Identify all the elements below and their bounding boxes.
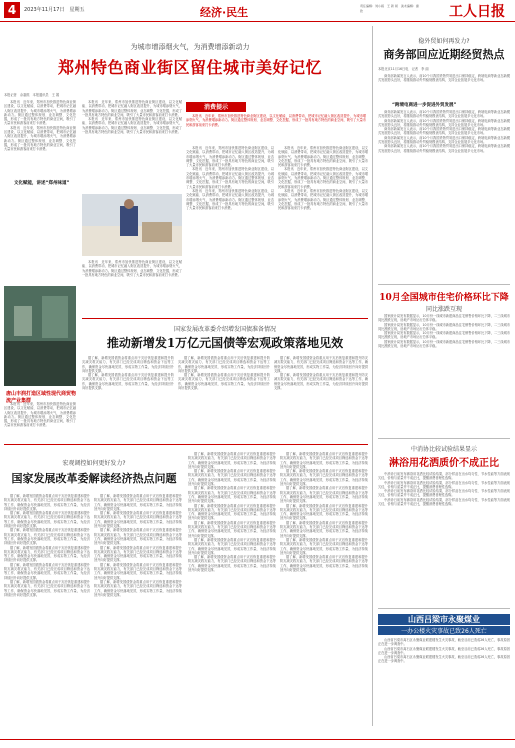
column-divider [372,26,373,726]
article-text: 本报讯 近年来，郑州市加快推进特色商业街区建设，以文化赋能、以消费带动，把城市记忆融入街区改造提升，为城市增添烟火气，为消费增添新动力。街区通过整体规划、业态调整、文化挖掘，形成了一批具有地方特色的商业空间，吸引了大量市民和游客前来打卡消费。 [82,117,182,135]
center-kicker: 国家发展改革委介绍增发国债准备情况 [173,326,276,333]
right-top-subhead: “跨境电商进一步促进外贸发展” [392,103,457,108]
story-divider [82,318,368,319]
lead-kicker: 为城市增添烟火气，为消费增添新动力 [130,43,250,51]
article-text: 本报讯 近年来，郑州市加快推进特色商业街区建设，以文化赋能、以消费带动，把城市记忆融入街区改造提升，为城市增添烟火气，为消费增添新动力。街区通过整体规划、业态调整、文化挖掘，形成了一批具有地方特色的商业空间，吸引了大量市民和游客前来打卡消费。 [186,114,366,127]
article-text: 商务部新闻发言人表示，前10个月我国货物贸易进出口保持稳定，跨境电商等新业态新模式发展势头良好，将继续推动外贸稳规模优结构，支持企业拓展多元化市场。 [378,74,510,83]
newspaper-logo: 工人日报 [449,4,505,20]
article-text: 据了解，新增发国债资金将重点用于灾后恢复重建和提升防灾减灾救灾能力，有关部门已经完成项目筛选和资金下达等工作，确保资金尽快落地见效，形成实物工作量，为经济持续回升向好提供支撑。 [178,356,270,373]
story-divider [4,444,368,445]
article-text: 本报讯 近年来，郑州市加快推进特色商业街区建设，以文化赋能、以消费带动，把城市记忆融入街区改造提升，为城市增添烟火气，为消费增添新动力。街区通过整体规划、业态调整、文化挖掘，形成了一批具有地方特色的商业空间，吸引了大量市民和游客前来打卡消费。 [4,125,76,152]
bottom-text-col-3 [188,452,276,734]
article-text: 据了解，新增发国债资金将重点用于灾后恢复重建和提升防灾减灾救灾能力，有关部门已经完成项目筛选和资金下达等工作，确保资金尽快落地见效，形成实物工作量，为经济持续回升向好提供支撑。 [280,503,368,521]
article-text: 国家统计局发布数据显示，10月份一线城市新建商品住宅销售价格环比下降，二三线城市同比涨跌互现，房地产市场运行总体平稳。 [378,314,510,323]
lead-photo-center [82,194,182,256]
tip-box-text [186,114,366,142]
article-text: 国家统计局发布数据显示，10月份一线城市新建商品住宅销售价格环比下降，二三线城市同比涨跌互现，房地产市场运行总体平稳。 [378,339,510,349]
article-text: 国家统计局发布数据显示，10月份一线城市新建商品住宅销售价格环比下降，二三线城市同比涨跌互现，房地产市场运行总体平稳。 [378,322,510,331]
lead-article-col-2b [82,260,182,316]
right-low-headline: 淋浴用花洒质价不成正比 [389,458,499,469]
article-text: 据了解，新增发国债资金将重点用于灾后恢复重建和提升防灾减灾救灾能力，有关部门已经完成项目筛选和资金下达等工作，确保资金尽快落地见效，形成实物工作量，为经济持续回升向好提供支撑。 [188,469,276,487]
article-text: 据了解，新增发国债资金将重点用于灾后恢复重建和提升防灾减灾救灾能力，有关部门已经完成项目筛选和资金下达等工作，确保资金尽快落地见效，形成实物工作量，为经济持续回升向好提供支撑。 [188,503,276,521]
article-text: 据了解，新增发国债资金将重点用于灾后恢复重建和提升防灾减灾救灾能力，有关部门已经完成项目筛选和资金下达等工作，确保资金尽快落地见效，形成实物工作量，为经济持续回升向好提供支撑。 [188,555,276,573]
article-text: 据了解，新增发国债资金将重点用于灾后恢复重建和提升防灾减灾救灾能力，有关部门已经完成项目筛选和资金下达等工作，确保资金尽快落地见效，形成实物工作量，为经济持续回升向好提供支撑。 [94,579,182,597]
article-text: 商务部新闻发言人表示，前10个月我国货物贸易进出口保持稳定，跨境电商等新业态新模式发展势头良好，将继续推动外贸稳规模优结构，支持企业拓展多元化市场。 [378,127,510,136]
article-text: 据了解，新增发国债资金将重点用于灾后恢复重建和提升防灾减灾救灾能力，有关部门已经完成项目筛选和资金下达等工作，确保资金尽快落地见效，形成实物工作量，为经济持续回升向好提供支撑。 [4,528,90,546]
article-text: 中消协日前发布淋浴用花洒比较试验结果，部分样品在出水均匀性、节水性能等方面表现欠佳，价格与质量并不成正比，提醒消费者理性选购。 [378,472,510,481]
article-text: 商务部新闻发言人表示，前10个月我国货物贸易进出口保持稳定，跨境电商等新业态新模式发展势头良好，将继续推动外贸稳规模优结构，支持企业拓展多元化市场。 [378,110,510,119]
article-text: 据了解，新增发国债资金将重点用于灾后恢复重建和提升防灾减灾救灾能力，有关部门已经完成项目筛选和资金下达等工作，确保资金尽快落地见效，形成实物工作量，为经济持续回升向好提供支撑。 [94,494,182,511]
article-text: 据了解，新增发国债资金将重点用于灾后恢复重建和提升防灾减灾救灾能力，有关部门已经完成项目筛选和资金下达等工作，确保资金尽快落地见效，形成实物工作量，为经济持续回升向好提供支撑。 [82,373,174,391]
article-text: 据了解，新增发国债资金将重点用于灾后恢复重建和提升防灾减灾救灾能力，有关部门已经完成项目筛选和资金下达等工作，确保资金尽快落地见效，形成实物工作量，为经济持续回升向好提供支撑。 [94,528,182,546]
article-text: 据了解，新增发国债资金将重点用于灾后恢复重建和提升防灾减灾救灾能力，有关部门已经完成项目筛选和资金下达等工作，确保资金尽快落地见效，形成实物工作量，为经济持续回升向好提供支撑。 [274,356,368,373]
article-text: 据了解，新增发国债资金将重点用于灾后恢复重建和提升防灾减灾救灾能力，有关部门已经完成项目筛选和资金下达等工作，确保资金尽快落地见效，形成实物工作量，为经济持续回升向好提供支撑。 [4,579,90,597]
article-text: 据了解，新增发国债资金将重点用于灾后恢复重建和提升防灾减灾救灾能力，有关部门已经完成项目筛选和资金下达等工作，确保资金尽快落地见效，形成实物工作量，为经济持续回升向好提供支撑。 [280,555,368,573]
article-text: 据了解，新增发国债资金将重点用于灾后恢复重建和提升防灾减灾救灾能力，有关部门已经完成项目筛选和资金下达等工作，确保资金尽快落地见效，形成实物工作量，为经济持续回升向好提供支撑。 [82,356,174,373]
article-text: 据了解，新增发国债资金将重点用于灾后恢复重建和提升防灾减灾救灾能力，有关部门已经完成项目筛选和资金下达等工作，确保资金尽快落地见效，形成实物工作量，为经济持续回升向好提供支撑。 [280,486,368,504]
right-top-kicker: 稳外贸如何再发力? [418,38,470,45]
right-bottom-headline: 山西吕梁市永聚煤业 [378,614,510,625]
right-top-headline: 商务部回应近期经贸热点 [383,48,505,61]
article-text: 据了解，新增发国债资金将重点用于灾后恢复重建和提升防灾减灾救灾能力，有关部门已经完成项目筛选和资金下达等工作，确保资金尽快落地见效，形成实物工作量，为经济持续回升向好提供支撑。 [4,545,90,563]
article-text: 商务部新闻发言人表示，前10个月我国货物贸易进出口保持稳定，跨境电商等新业态新模式发展势头良好，将继续推动外贸稳规模优结构，支持企业拓展多元化市场。 [378,135,510,145]
article-text: 商务部新闻发言人表示，前10个月我国货物贸易进出口保持稳定，跨境电商等新业态新模式发展势头良好，将继续推动外贸稳规模优结构，支持企业拓展多元化市场。 [378,118,510,127]
article-text: 据了解，新增发国债资金将重点用于灾后恢复重建和提升防灾减灾救灾能力，有关部门已经完成项目筛选和资金下达等工作，确保资金尽快落地见效，形成实物工作量，为经济持续回升向好提供支撑。 [94,545,182,563]
article-text: 据了解，新增发国债资金将重点用于灾后恢复重建和提升防灾减灾救灾能力，有关部门已经完成项目筛选和资金下达等工作，确保资金尽快落地见效，形成实物工作量，为经济持续回升向好提供支撑。 [4,511,90,529]
article-text: 据了解，新增发国债资金将重点用于灾后恢复重建和提升防灾减灾救灾能力，有关部门已经完成项目筛选和资金下达等工作，确保资金尽快落地见效，形成实物工作量，为经济持续回升向好提供支撑。 [4,494,90,511]
right-mid-headline: 10月全国城市住宅价格环比下降 [379,293,509,303]
right-top-text-1 [378,74,510,100]
article-text: 商务部新闻发言人表示，前10个月我国货物贸易进出口保持稳定，跨境电商等新业态新模式发展势头良好，将继续推动外贸稳规模优结构，支持企业拓展多元化市场。 [378,144,510,153]
bottom-kicker: 宏观调控如何更好发力? [62,460,126,467]
story-divider [378,608,510,609]
right-low-text [378,472,510,604]
article-text: 山西省吕梁市离石区永聚煤业联建楼发生火灾事故，截至目前已造成26人死亡，事故原因正在进一步调查中。 [378,638,510,647]
right-low-kicker: 中消协比较试验结果显示 [410,446,477,453]
center-text-col-1 [82,356,174,440]
right-mid-text [378,314,510,434]
article-text: 本报讯 近年来，郑州市加快推进特色商业街区建设，以文化赋能、以消费带动，把城市记忆融入街区改造提升，为城市增添烟火气，为消费增添新动力。街区通过整体规划、业态调整、文化挖掘，形成了一批具有地方特色的商业空间，吸引了大量市民和游客前来打卡消费。 [278,167,368,189]
bottom-text-col-1 [4,494,90,734]
article-text: 本报讯 近年来，郑州市加快推进特色商业街区建设，以文化赋能、以消费带动，把城市记忆融入街区改造提升，为城市增添烟火气，为消费增添新动力。街区通过整体规划、业态调整、文化挖掘，形成了一批具有地方特色的商业空间，吸引了大量市民和游客前来打卡消费。 [186,188,274,211]
photo-caption-text [4,402,76,440]
article-text: 本报讯 近年来，郑州市加快推进特色商业街区建设，以文化赋能、以消费带动，把城市记忆融入街区改造提升，为城市增添烟火气，为消费增添新动力。街区通过整体规划、业态调整、文化挖掘，形成了一批具有地方特色的商业空间，吸引了大量市民和游客前来打卡消费。 [186,167,274,189]
article-text: 据了解，新增发国债资金将重点用于灾后恢复重建和提升防灾减灾救灾能力，有关部门已经完成项目筛选和资金下达等工作，确保资金尽快落地见效，形成实物工作量，为经济持续回升向好提供支撑。 [178,373,270,391]
lead-photo-left [4,286,76,386]
article-text: 中消协日前发布淋浴用花洒比较试验结果，部分样品在出水均匀性、节水性能等方面表现欠佳，价格与质量并不成正比，提醒消费者理性选购。 [378,497,510,507]
lead-byline: 本报记者 余嘉熙 本报通讯员 王 娟 [4,93,60,97]
center-text-col-3 [274,356,368,440]
article-text: 据了解，新增发国债资金将重点用于灾后恢复重建和提升防灾减灾救灾能力，有关部门已经完成项目筛选和资金下达等工作，确保资金尽快落地见效，形成实物工作量，为经济持续回升向好提供支撑。 [280,537,368,555]
issue-date: 2023年11月17日 星期五 [24,7,85,13]
story-divider [378,284,510,285]
article-text: 据了解，新增发国债资金将重点用于灾后恢复重建和提升防灾减灾救灾能力，有关部门已经完成项目筛选和资金下达等工作，确保资金尽快落地见效，形成实物工作量，为经济持续回升向好提供支撑。 [280,452,368,469]
article-text: 山西省吕梁市离石区永聚煤业联建楼发生火灾事故，截至目前已造成26人死亡，事故原因正在进一步调查中。 [378,646,510,655]
article-text: 本报讯 近年来，郑州市加快推进特色商业街区建设，以文化赋能、以消费带动，把城市记忆融入街区改造提升，为城市增添烟火气，为消费增添新动力。街区通过整体规划、业态调整、文化挖掘，形成了一批具有地方特色的商业空间，吸引了大量市民和游客前来打卡消费。 [4,100,76,126]
article-text: 据了解，新增发国债资金将重点用于灾后恢复重建和提升防灾减灾救灾能力，有关部门已经完成项目筛选和资金下达等工作，确保资金尽快落地见效，形成实物工作量，为经济持续回升向好提供支撑。 [274,373,368,391]
right-mid-subheadline: 同比涨跌互现 [425,306,462,313]
article-text: 本报讯 近年来，郑州市加快推进特色商业街区建设，以文化赋能、以消费带动，把城市记忆融入街区改造提升，为城市增添烟火气，为消费增添新动力。街区通过整体规划、业态调整、文化挖掘，形成了一批具有地方特色的商业空间，吸引了大量市民和游客前来打卡消费。 [278,188,368,211]
bottom-headline: 国家发展改革委解读经济热点问题 [11,472,177,485]
center-text-col-2 [178,356,270,440]
article-text: 山西省吕梁市离石区永聚煤业联建楼发生火灾事故，截至目前已造成26人死亡，事故原因正在进一步调查中。 [378,655,510,664]
right-top-text-2 [378,110,510,280]
article-text: 本报讯 近年来，郑州市加快推进特色商业街区建设，以文化赋能、以消费带动，把城市记忆融入街区改造提升，为城市增添烟火气，为消费增添新动力。街区通过整体规划、业态调整、文化挖掘，形成了一批具有地方特色的商业空间，吸引了大量市民和游客前来打卡消费。 [186,146,274,168]
tip-box-header: 消费提示 [186,102,246,112]
page-number: 4 [4,2,20,18]
article-text: 本报讯 近年来，郑州市加快推进特色商业街区建设，以文化赋能、以消费带动，把城市记忆融入街区改造提升，为城市增添烟火气，为消费增添新动力。街区通过整体规划、业态调整、文化挖掘，形成了一批具有地方特色的商业空间，吸引了大量市民和游客前来打卡消费。 [4,402,76,428]
masthead [0,0,515,22]
bottom-text-col-2 [94,494,182,734]
bottom-text-col-4 [280,452,368,734]
article-text: 据了解，新增发国债资金将重点用于灾后恢复重建和提升防灾减灾救灾能力，有关部门已经完成项目筛选和资金下达等工作，确保资金尽快落地见效，形成实物工作量，为经济持续回升向好提供支撑。 [188,486,276,504]
story-divider [378,438,510,439]
article-text: 本报讯 近年来，郑州市加快推进特色商业街区建设，以文化赋能、以消费带动，把城市记忆融入街区改造提升，为城市增添烟火气，为消费增添新动力。街区通过整体规划、业态调整、文化挖掘，形成了一批具有地方特色的商业空间，吸引了大量市民和游客前来打卡消费。 [278,146,368,168]
article-text: 据了解，新增发国债资金将重点用于灾后恢复重建和提升防灾减灾救灾能力，有关部门已经完成项目筛选和资金下达等工作，确保资金尽快落地见效，形成实物工作量，为经济持续回升向好提供支撑。 [188,520,276,538]
lead-article-col-2 [82,100,182,190]
editors-credit: 责任编辑：刘小娟 王 新 闻 美术编辑：谢 欣 [360,4,419,13]
article-text: 据了解，新增发国债资金将重点用于灾后恢复重建和提升防灾减灾救灾能力，有关部门已经完成项目筛选和资金下达等工作，确保资金尽快落地见效，形成实物工作量，为经济持续回升向好提供支撑。 [280,469,368,487]
lead-headline: 郑州特色商业街区留住城市美好记忆 [57,58,322,77]
lead-article-col-4 [278,146,368,316]
right-bottom-text [378,638,510,734]
article-text: 中消协日前发布淋浴用花洒比较试验结果，部分样品在出水均匀性、节水性能等方面表现欠佳，价格与质量并不成正比，提醒消费者理性选购。 [378,489,510,498]
right-top-byline: 本报北京11月16日电 记者 李 丽 [378,67,429,71]
article-text: 据了解，新增发国债资金将重点用于灾后恢复重建和提升防灾减灾救灾能力，有关部门已经完成项目筛选和资金下达等工作，确保资金尽快落地见效，形成实物工作量，为经济持续回升向好提供支撑。 [94,511,182,529]
photo-caption-headline: 唐山丰润打造区域性现代商贸物流产业集群 [6,391,77,404]
article-text: 中消协日前发布淋浴用花洒比较试验结果，部分样品在出水均匀性、节水性能等方面表现欠佳，价格与质量并不成正比，提醒消费者理性选购。 [378,480,510,489]
page-footer [0,739,515,748]
article-text: 本报讯 近年来，郑州市加快推进特色商业街区建设，以文化赋能、以消费带动，把城市记忆融入街区改造提升，为城市增添烟火气，为消费增添新动力。街区通过整体规划、业态调整、文化挖掘，形成了一批具有地方特色的商业空间，吸引了大量市民和游客前来打卡消费。 [82,260,182,277]
section-title: 经济·民生 [200,6,249,19]
right-bottom-subheadline: 一办公楼火灾事故已致26人死亡 [378,626,510,635]
article-text: 本报讯 近年来，郑州市加快推进特色商业街区建设，以文化赋能、以消费带动，把城市记忆融入街区改造提升，为城市增添烟火气，为消费增添新动力。街区通过整体规划、业态调整、文化挖掘，形成了一批具有地方特色的商业空间，吸引了大量市民和游客前来打卡消费。 [82,100,182,117]
article-text: 据了解，新增发国债资金将重点用于灾后恢复重建和提升防灾减灾救灾能力，有关部门已经完成项目筛选和资金下达等工作，确保资金尽快落地见效，形成实物工作量，为经济持续回升向好提供支撑。 [188,537,276,555]
lead-subhead: 文化赋能，讲述“郑州味道” [14,181,70,186]
article-text: 据了解，新增发国债资金将重点用于灾后恢复重建和提升防灾减灾救灾能力，有关部门已经完成项目筛选和资金下达等工作，确保资金尽快落地见效，形成实物工作量，为经济持续回升向好提供支撑。 [188,452,276,469]
center-headline: 推动新增发1万亿元国债等宏观政策落地见效 [106,336,344,350]
lead-article-col-1 [4,100,76,282]
article-text: 据了解，新增发国债资金将重点用于灾后恢复重建和提升防灾减灾救灾能力，有关部门已经完成项目筛选和资金下达等工作，确保资金尽快落地见效，形成实物工作量，为经济持续回升向好提供支撑。 [94,562,182,580]
article-text: 据了解，新增发国债资金将重点用于灾后恢复重建和提升防灾减灾救灾能力，有关部门已经完成项目筛选和资金下达等工作，确保资金尽快落地见效，形成实物工作量，为经济持续回升向好提供支撑。 [4,562,90,580]
lead-article-col-3 [186,146,274,316]
article-text: 国家统计局发布数据显示，10月份一线城市新建商品住宅销售价格环比下降，二三线城市同比涨跌互现，房地产市场运行总体平稳。 [378,331,510,340]
article-text: 据了解，新增发国债资金将重点用于灾后恢复重建和提升防灾减灾救灾能力，有关部门已经完成项目筛选和资金下达等工作，确保资金尽快落地见效，形成实物工作量，为经济持续回升向好提供支撑。 [280,520,368,538]
